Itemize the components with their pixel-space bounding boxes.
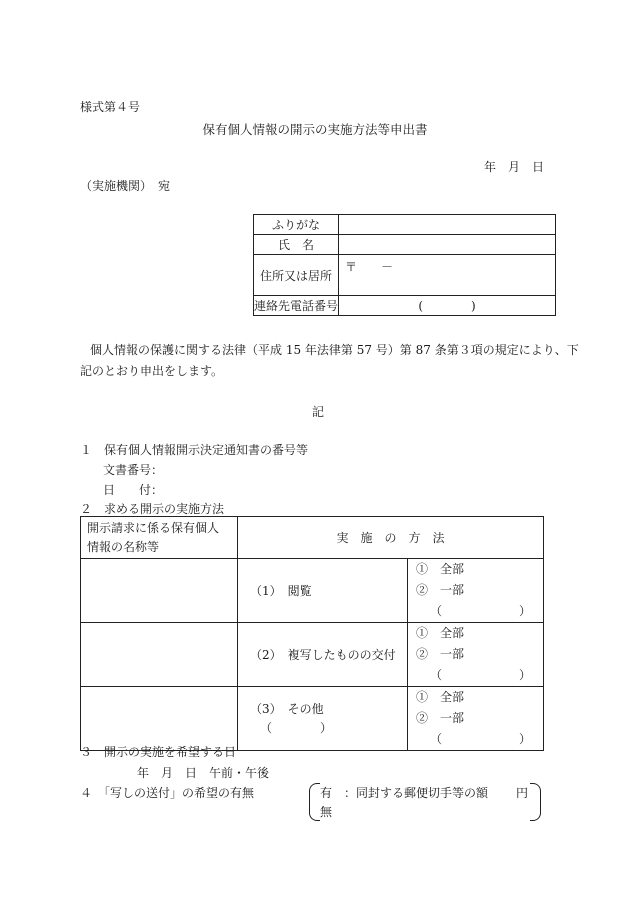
address-field[interactable] bbox=[339, 255, 556, 296]
options-cell-3 bbox=[408, 687, 544, 751]
phone-field[interactable] bbox=[339, 296, 556, 316]
col1-header-line2: 情報の名称等 bbox=[87, 539, 160, 554]
col2-header: 実 施 の 方 法 bbox=[238, 517, 544, 559]
phone-parens: ( ) bbox=[418, 299, 476, 313]
other-method-field[interactable]: （ ） bbox=[260, 720, 333, 735]
item3-heading: ３ 開示の実施を希望する日 bbox=[80, 745, 237, 759]
date-line: 年 月 日 bbox=[484, 160, 545, 174]
item4-yes-line[interactable]: 有 ：同封する郵便切手等の額 bbox=[320, 786, 489, 800]
item1-heading: １ 保有個人情報開示決定通知書の番号等 bbox=[80, 443, 309, 457]
method-label-3-text: （3） その他 bbox=[250, 701, 324, 716]
method-label-1: （1） 閲覧 bbox=[238, 559, 408, 623]
ki-label: 記 bbox=[312, 405, 325, 419]
open-paren: （ bbox=[430, 604, 443, 618]
addressee: （実施機関） 宛 bbox=[80, 179, 171, 193]
name-label: 氏 名 bbox=[254, 235, 339, 255]
info-name-cell-3[interactable] bbox=[81, 687, 238, 751]
option-part[interactable]: ② 一部 bbox=[416, 711, 465, 725]
option-part[interactable]: ② 一部 bbox=[416, 583, 465, 597]
body-text-line-2: 記のとおり申出をします。 bbox=[80, 364, 224, 378]
option-all[interactable]: ① 全部 bbox=[416, 626, 465, 640]
name-field[interactable] bbox=[339, 235, 556, 255]
info-name-cell-2[interactable] bbox=[81, 623, 238, 687]
address-label: 住所又は居所 bbox=[254, 255, 339, 296]
doc-number-label: 文書番号： bbox=[103, 463, 164, 477]
right-bracket bbox=[530, 783, 541, 821]
method-table bbox=[80, 516, 544, 751]
option-all[interactable]: ① 全部 bbox=[416, 690, 465, 704]
open-paren: （ bbox=[430, 732, 443, 746]
col1-header-line1: 開示請求に係る保有個人 bbox=[87, 520, 220, 535]
item3-date-line: 年 月 日 午前・午後 bbox=[137, 766, 270, 780]
options-cell-1 bbox=[408, 559, 544, 623]
part-detail[interactable] bbox=[408, 665, 543, 686]
method-label-3 bbox=[238, 687, 408, 751]
method-label-2: （2） 複写したものの交付 bbox=[238, 623, 408, 687]
applicant-table bbox=[253, 214, 556, 316]
item4-heading: ４ 「写しの送付」の希望の有無 bbox=[80, 786, 255, 800]
form-number: 様式第４号 bbox=[80, 100, 141, 114]
option-part[interactable]: ② 一部 bbox=[416, 647, 465, 661]
open-paren: （ bbox=[430, 668, 443, 682]
options-cell-2 bbox=[408, 623, 544, 687]
furigana-label: ふりがな bbox=[254, 215, 339, 235]
info-name-cell-1[interactable] bbox=[81, 559, 238, 623]
form-title: 保有個人情報の開示の実施方法等申出書 bbox=[202, 122, 428, 137]
body-text-line-1: 個人情報の保護に関する法律（平成 15 年法律第 57 号）第 87 条第３項の規定により、下 bbox=[90, 343, 579, 357]
furigana-field[interactable] bbox=[339, 215, 556, 235]
yen-label: 円 bbox=[516, 786, 529, 800]
close-paren: ） bbox=[518, 604, 531, 618]
doc-date-label: 日 付： bbox=[103, 483, 164, 497]
close-paren: ） bbox=[518, 668, 531, 682]
part-detail[interactable] bbox=[408, 601, 543, 622]
col1-header bbox=[81, 517, 238, 559]
phone-label: 連絡先電話番号 bbox=[254, 296, 339, 316]
close-paren: ） bbox=[518, 732, 531, 746]
part-detail[interactable] bbox=[408, 729, 543, 750]
postal-mark: 〒 － bbox=[345, 260, 394, 274]
item2-heading: ２ 求める開示の実施方法 bbox=[80, 502, 225, 516]
item4-no[interactable]: 無 bbox=[320, 805, 333, 819]
option-all[interactable]: ① 全部 bbox=[416, 562, 465, 576]
left-bracket bbox=[309, 783, 320, 821]
